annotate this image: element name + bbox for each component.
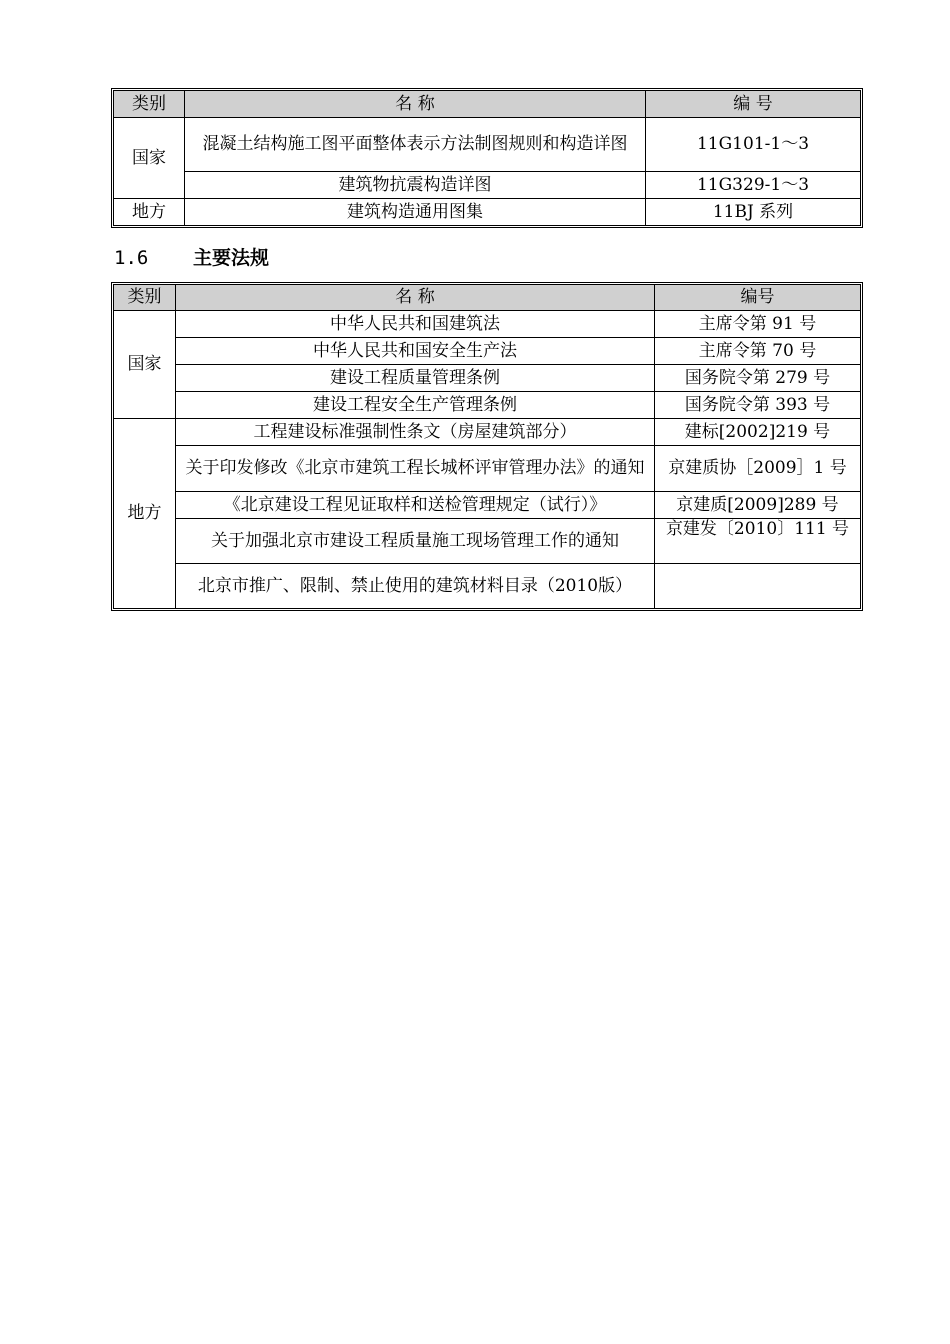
header-code: 编 号 xyxy=(646,91,861,118)
table-row xyxy=(114,392,861,419)
table-row xyxy=(114,564,861,609)
table-row xyxy=(114,365,861,392)
law-code xyxy=(655,564,861,609)
standard-name: 建筑构造通用图集 xyxy=(185,199,646,226)
table-row xyxy=(114,311,861,338)
category-local: 地方 xyxy=(114,419,176,609)
law-name: 《北京建设工程见证取样和送检管理规定（试行）》 xyxy=(176,492,655,519)
category-national: 国家 xyxy=(114,118,185,199)
law-code: 主席令第 70 号 xyxy=(655,338,861,365)
table-row xyxy=(114,519,861,564)
law-name: 关于加强北京市建设工程质量施工现场管理工作的通知 xyxy=(176,519,655,564)
standards-table xyxy=(113,90,861,226)
header-category: 类别 xyxy=(114,91,185,118)
table-row xyxy=(114,118,861,172)
standard-code: 11BJ 系列 xyxy=(646,199,861,226)
law-name: 建设工程质量管理条例 xyxy=(176,365,655,392)
table-row xyxy=(114,446,861,492)
law-name: 中华人民共和国安全生产法 xyxy=(176,338,655,365)
law-code: 国务院令第 279 号 xyxy=(655,365,861,392)
header-category: 类别 xyxy=(114,285,176,311)
table-row xyxy=(114,172,861,199)
law-code: 京建质协［2009］1 号 xyxy=(655,446,861,492)
law-code: 建标[2002]219 号 xyxy=(655,419,861,446)
laws-table xyxy=(113,284,861,609)
table-row xyxy=(114,419,861,446)
section-title: 主要法规 xyxy=(193,247,270,269)
table-header-row xyxy=(114,285,861,311)
standard-code: 11G101-1～3 xyxy=(646,118,861,172)
law-code: 国务院令第 393 号 xyxy=(655,392,861,419)
category-national: 国家 xyxy=(114,311,176,419)
table-row xyxy=(114,492,861,519)
standard-code: 11G329-1～3 xyxy=(646,172,861,199)
table-row xyxy=(114,338,861,365)
section-heading xyxy=(114,243,269,270)
section-number: 1.6 xyxy=(114,247,149,269)
law-code: 京建发〔2010〕111 号 xyxy=(655,519,861,564)
header-code: 编号 xyxy=(655,285,861,311)
table-header-row xyxy=(114,91,861,118)
law-code: 京建质[2009]289 号 xyxy=(655,492,861,519)
law-name: 关于印发修改《北京市建筑工程长城杯评审管理办法》的通知 xyxy=(176,446,655,492)
law-name: 建设工程安全生产管理条例 xyxy=(176,392,655,419)
law-name: 中华人民共和国建筑法 xyxy=(176,311,655,338)
header-name: 名 称 xyxy=(185,91,646,118)
law-name: 北京市推广、限制、禁止使用的建筑材料目录（2010版） xyxy=(176,564,655,609)
standard-name: 混凝土结构施工图平面整体表示方法制图规则和构造详图 xyxy=(185,118,646,172)
header-name: 名 称 xyxy=(176,285,655,311)
law-code: 主席令第 91 号 xyxy=(655,311,861,338)
law-name: 工程建设标准强制性条文（房屋建筑部分） xyxy=(176,419,655,446)
standard-name: 建筑物抗震构造详图 xyxy=(185,172,646,199)
table-row xyxy=(114,199,861,226)
category-local: 地方 xyxy=(114,199,185,226)
